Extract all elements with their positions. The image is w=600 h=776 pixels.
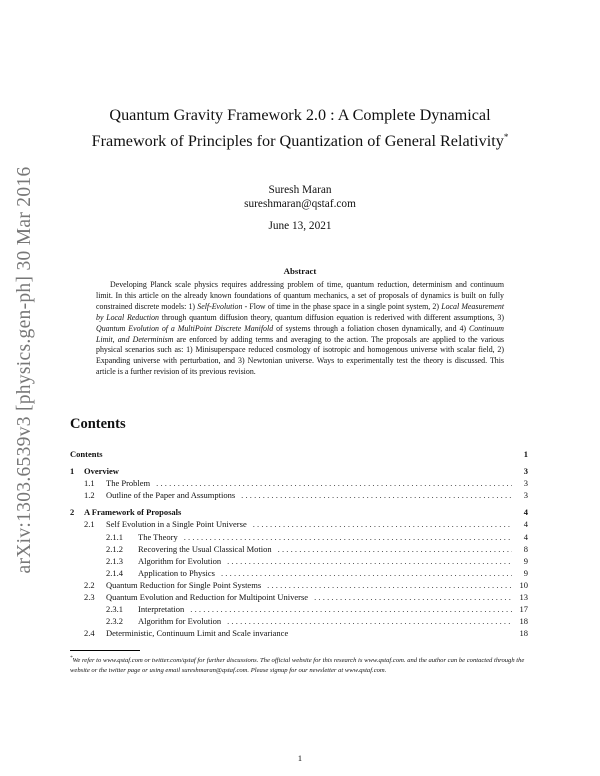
toc-leader (314, 592, 512, 602)
author-email[interactable]: sureshmaran@qstaf.com (244, 198, 356, 210)
toc-page: 17 (519, 604, 528, 615)
toc-number: 2.1.1 (106, 531, 123, 542)
toc-entry-2-4[interactable] (70, 628, 528, 640)
toc-title: A Framework of Proposals (84, 507, 182, 518)
toc-leader (227, 556, 512, 566)
title-line-2-wrap (70, 126, 530, 152)
toc-number: 2.3.2 (106, 616, 123, 627)
toc-page: 4 (523, 507, 528, 518)
toc-page: 3 (523, 490, 528, 501)
paper-title (70, 104, 530, 152)
toc-page: 10 (519, 579, 528, 590)
toc-entry-2-1-2[interactable] (70, 544, 528, 556)
toc-entry-section-1[interactable] (70, 466, 528, 478)
toc-number: 1.1 (84, 478, 95, 489)
toc-title: Interpretation (138, 604, 185, 615)
toc-page: 4 (523, 519, 528, 530)
toc-number: 2.1.3 (106, 555, 123, 566)
toc-leader (227, 616, 512, 626)
toc-entry-2-1-4[interactable] (70, 568, 528, 580)
toc-leader (267, 580, 512, 590)
toc-page: 18 (519, 616, 528, 627)
abstract-emph-3: Quantum Evolution of a MultiPoint Discrete Manifold (96, 323, 274, 333)
toc-page: 1 (523, 449, 528, 459)
page-number: 1 (297, 753, 303, 763)
contents-heading: Contents (70, 416, 126, 432)
toc-entry-2-1-3[interactable] (70, 556, 528, 568)
toc-number: 2.1.4 (106, 567, 123, 578)
table-of-contents (70, 449, 528, 640)
footnote-marker: * (70, 656, 73, 661)
abstract-body (96, 280, 504, 378)
toc-number: 1 (70, 466, 75, 477)
toc-entry-2-3-2[interactable] (70, 616, 528, 628)
toc-number: 1.2 (84, 490, 95, 501)
toc-page: 3 (523, 466, 528, 477)
toc-title: Recovering the Usual Classical Motion (138, 543, 272, 554)
abstract-emph-2: Local Measurement by Local Reduction (96, 301, 505, 322)
toc-page: 9 (523, 567, 528, 578)
toc-leader (221, 568, 512, 578)
footnote (70, 654, 530, 675)
footnote-rule (70, 650, 140, 651)
toc-title: Self Evolution in a Single Point Universe (106, 519, 247, 530)
paper-date: June 13, 2021 (268, 220, 332, 232)
toc-number: 2.3 (84, 592, 95, 603)
toc-title: Contents (70, 449, 103, 459)
toc-number: 2.2 (84, 579, 95, 590)
toc-title: Deterministic, Continuum Limit and Scale invariance (106, 628, 289, 639)
toc-number: 2.4 (84, 628, 95, 639)
author-block (70, 183, 530, 211)
toc-title: Outline of the Paper and Assumptions (106, 490, 236, 501)
title-line-2: Framework of Principles for Quantization of General Relativity (91, 132, 504, 150)
toc-title: Algorithm for Evolution (138, 555, 222, 566)
abstract-text-2: - Flow of time in the phase space in a single point system, 2) (242, 301, 442, 311)
toc-title: The Problem (106, 478, 151, 489)
abstract-emph-4: Continuum Limit, and Determinism (96, 323, 505, 344)
toc-leader (190, 604, 512, 614)
toc-number: 2 (70, 507, 75, 518)
toc-page: 8 (523, 543, 528, 554)
toc-title: The Theory (138, 531, 178, 542)
abstract-text-5: are enforced by adding terms and averaging to the action. The proposals are applied to the various physical scenarios such as: 1) Minisuperspace reduced cosmology of isotropic and homogenous universe with scalar field, 2) Expanding universe with perturbation, and 3) Newtonian universe. Ways to experimentally test the theory is discussed. This article is a further revision of its previous revision. (96, 334, 504, 377)
toc-leader (241, 490, 512, 500)
toc-entry-contents[interactable] (70, 449, 528, 461)
toc-number: 2.1.2 (106, 543, 123, 554)
toc-entry-1-1[interactable] (70, 478, 528, 490)
toc-leader (278, 544, 512, 554)
toc-entry-1-2[interactable] (70, 490, 528, 502)
abstract-text-4: of systems through a foliation chosen dynamically, and 4) (273, 323, 469, 333)
toc-page: 13 (519, 592, 528, 603)
toc-title: Overview (84, 466, 119, 477)
footnote-text: We refer to www.qstaf.com or twitter.com/qstaf for further discussions. The official website for this research is www.qstaf.com. and the author can be contacted through the website or the twitter page or using email sureshmaran@qstaf.com. Please signup for our newsletter at www.qstaf.com. (70, 657, 525, 674)
arxiv-stamp-text: arXiv:1303.6539v3 [physics.gen-ph] 30 Mar 2016 (14, 166, 35, 573)
abstract-heading: Abstract (283, 266, 317, 276)
arxiv-stamp (12, 152, 38, 587)
toc-entry-2-2[interactable] (70, 580, 528, 592)
toc-title: Algorithm for Evolution (138, 616, 222, 627)
title-line-1: Quantum Gravity Framework 2.0 : A Complete Dynamical (109, 106, 491, 124)
toc-leader (156, 478, 512, 488)
toc-entry-2-1[interactable] (70, 519, 528, 531)
toc-entry-2-3[interactable] (70, 592, 528, 604)
toc-leader (253, 519, 512, 529)
toc-page: 18 (519, 628, 528, 639)
toc-page: 4 (523, 531, 528, 542)
toc-entry-2-3-1[interactable] (70, 604, 528, 616)
toc-leader (184, 532, 512, 542)
abstract-text-1: Developing Planck scale physics requires addressing problem of time, quantum reduction, determinism and continuum limit. In this article on the already known foundations of quantum mechanics, a set of proposals of dynamics is built on fully constrained discrete models: 1) (96, 280, 504, 311)
abstract-paragraph (96, 280, 504, 378)
toc-number: 2.1 (84, 519, 95, 530)
title-footnote-marker[interactable]: * (503, 132, 509, 142)
toc-title: Application to Physics (138, 567, 215, 578)
toc-page: 9 (523, 555, 528, 566)
toc-page: 3 (523, 478, 528, 489)
toc-title: Quantum Evolution and Reduction for Multipoint Universe (106, 592, 309, 603)
toc-entry-2-1-1[interactable] (70, 532, 528, 544)
abstract-emph-1: Self-Evolution (197, 301, 243, 311)
author-name: Suresh Maran (268, 184, 332, 196)
toc-entry-section-2[interactable] (70, 507, 528, 519)
abstract-text-3: through quantum diffusion theory, quantum diffusion equation is rederived with different assumptions, 3) (158, 312, 504, 322)
toc-number: 2.3.1 (106, 604, 123, 615)
toc-title: Quantum Reduction for Single Point Systems (106, 579, 262, 590)
